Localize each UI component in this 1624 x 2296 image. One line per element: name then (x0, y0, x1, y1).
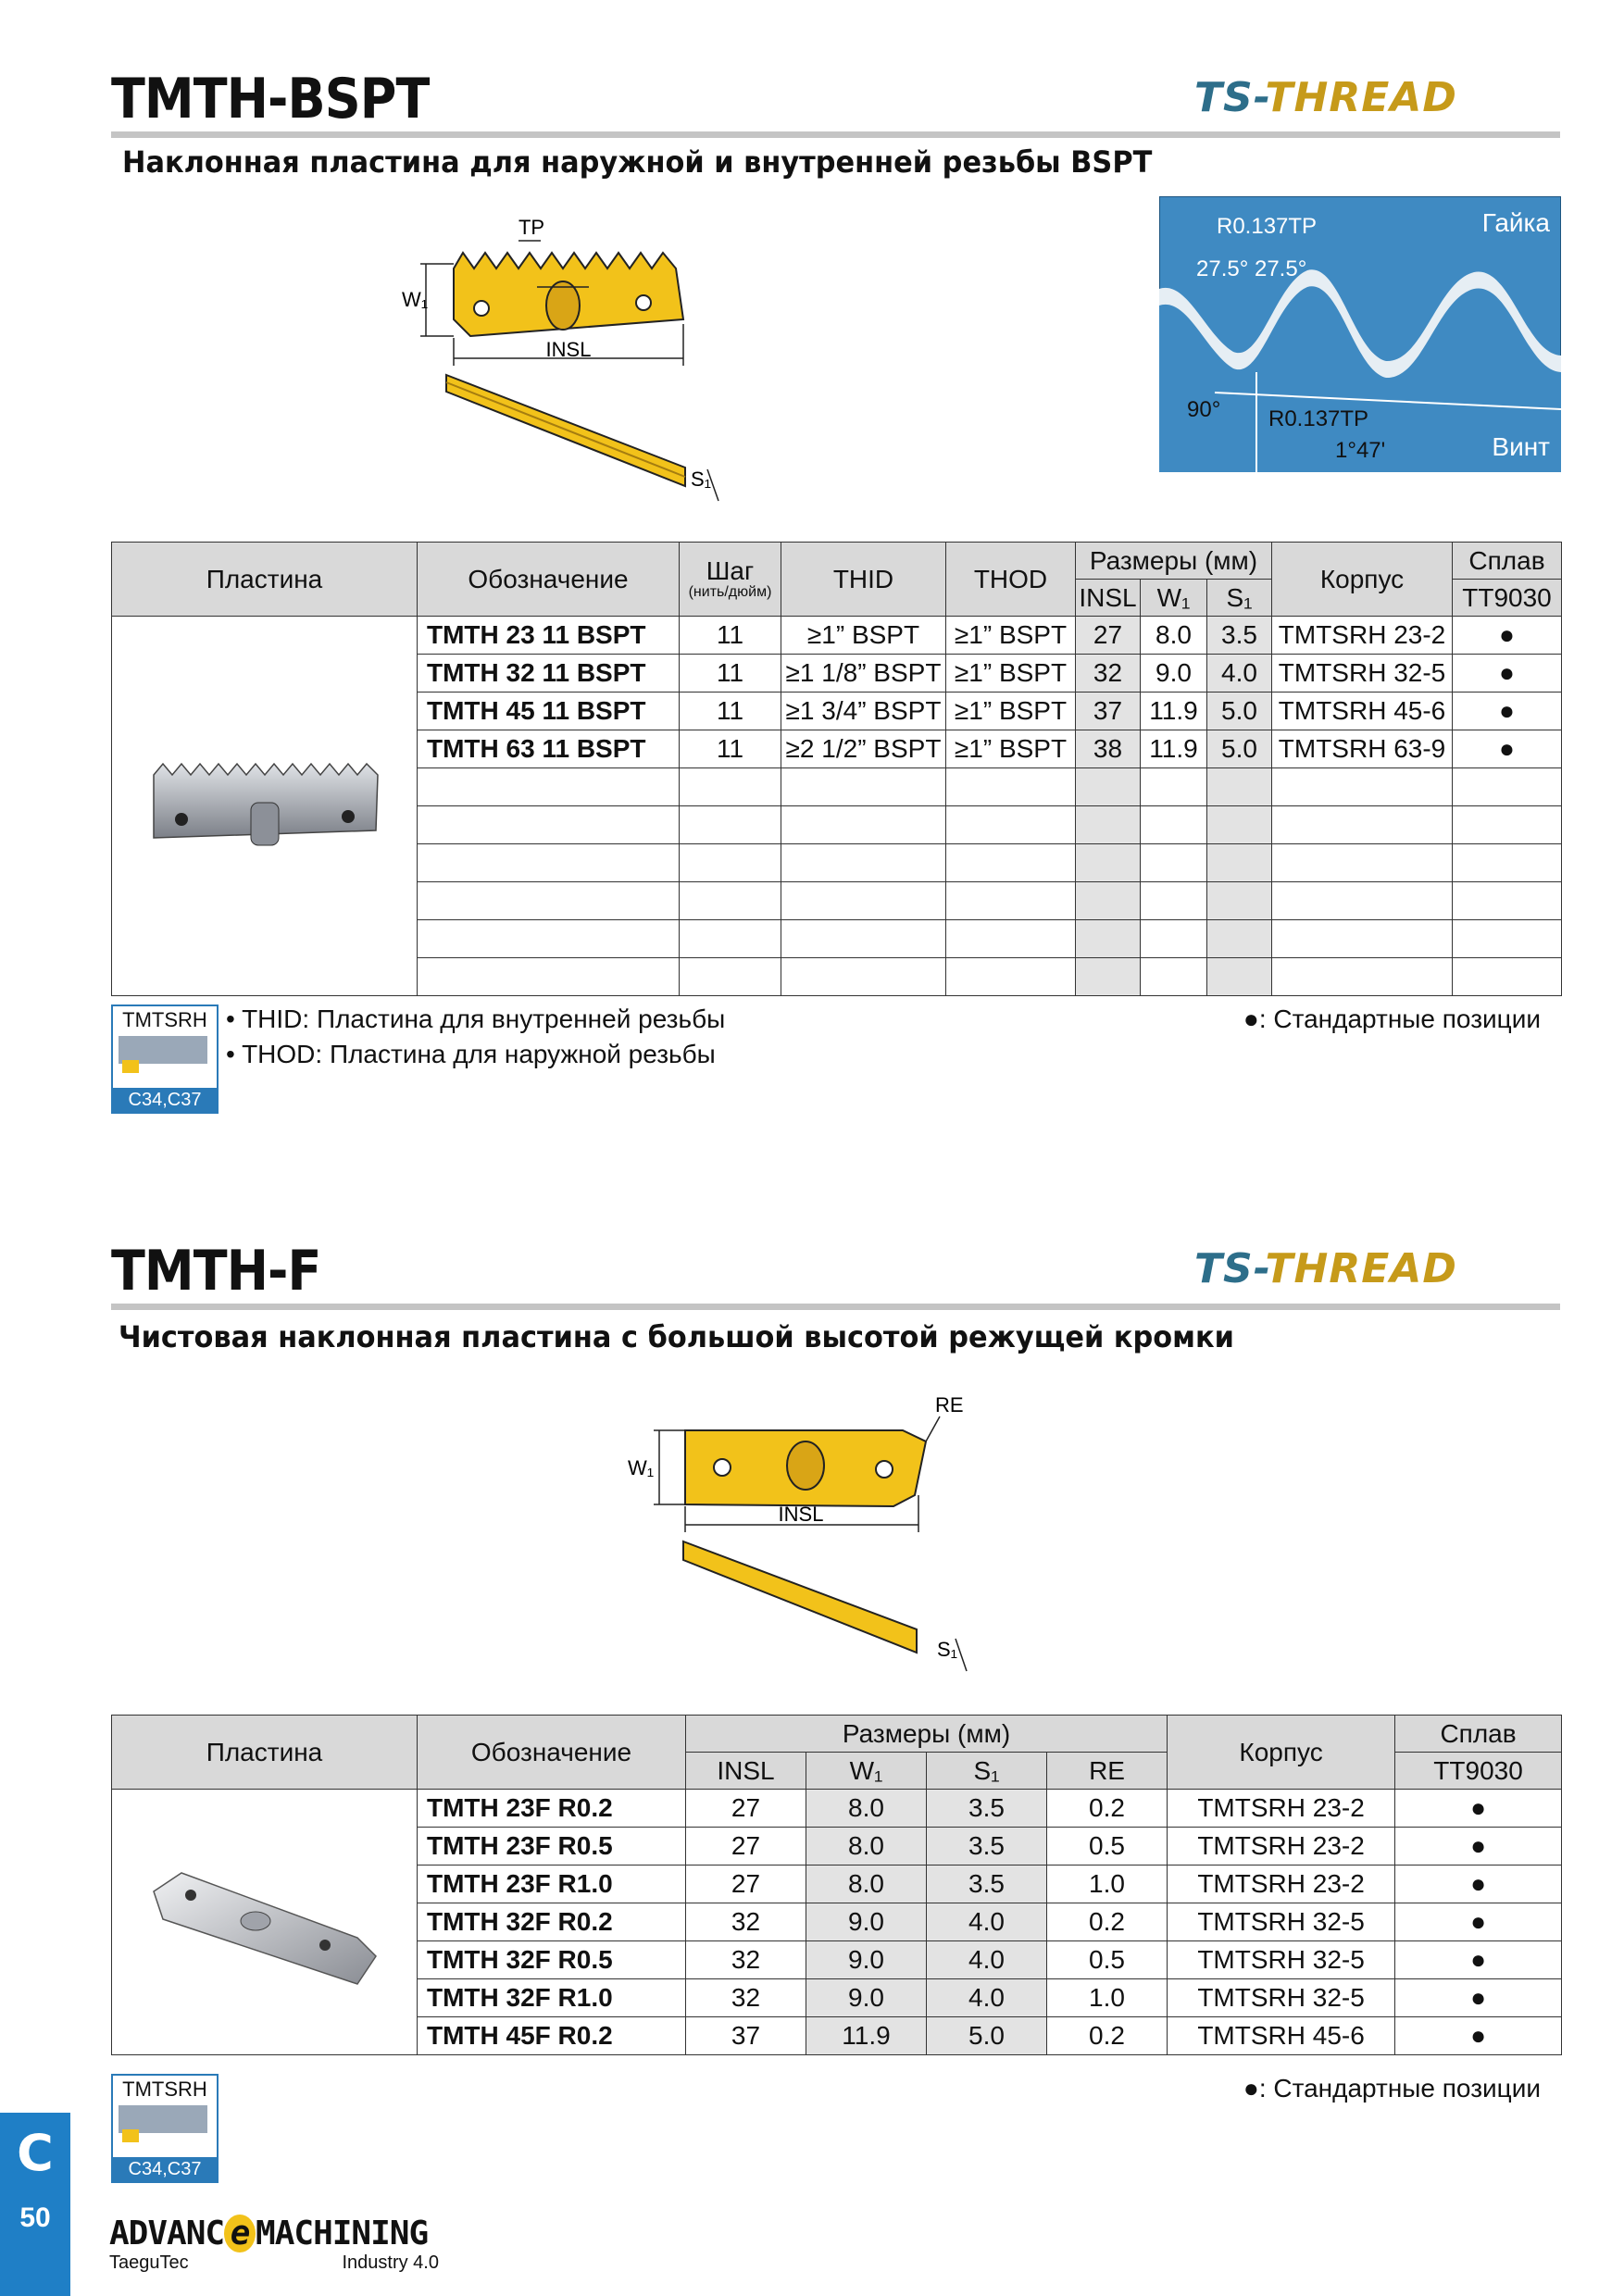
cell-thod: ≥1” BSPT (946, 693, 1076, 730)
f-spec-table (111, 1715, 1562, 2055)
cell-pitch: 11 (680, 655, 781, 693)
section2-subtitle: Чистовая наклонная пластина с большой высотой режущей кромки (119, 1319, 1234, 1354)
cell-w1: 11.9 (1141, 730, 1207, 768)
cell-insl: 37 (1076, 693, 1141, 730)
logo-ts: TS- (1194, 74, 1266, 121)
label-s1: S₁ (691, 468, 712, 491)
section-tab[interactable] (0, 2113, 70, 2296)
tmtsrh-label: TMTSRH (122, 1008, 207, 1031)
col-dims: Размеры (мм) (1076, 543, 1272, 580)
col-s1: S₁ (927, 1753, 1047, 1790)
cell-w1: 9.0 (806, 1941, 927, 1979)
col-s1: S₁ (1207, 580, 1272, 617)
cell-w1: 8.0 (1141, 617, 1207, 655)
cell-s1: 4.0 (1207, 655, 1272, 693)
cell-w1: 11.9 (806, 2017, 927, 2055)
cell-s1: 4.0 (927, 1979, 1047, 2017)
cell-w1: 9.0 (806, 1979, 927, 2017)
tmtsrh-label: TMTSRH (122, 2078, 207, 2101)
cell-insl: 37 (686, 2017, 806, 2055)
col-thid: THID (781, 543, 946, 617)
cell-pitch: 11 (680, 693, 781, 730)
cell-insl: 32 (1076, 655, 1141, 693)
cell-w1: 11.9 (1141, 693, 1207, 730)
cell-re: 0.2 (1047, 1903, 1168, 1941)
section2-title: TMTH-F (111, 1239, 321, 1304)
cell-thod: ≥1” BSPT (946, 730, 1076, 768)
cell-grade: ● (1453, 655, 1562, 693)
cell-thid: ≥2 1/2” BSPT (781, 730, 946, 768)
cell-thid: ≥1” BSPT (781, 617, 946, 655)
cell-body: TMTSRH 23-2 (1168, 1866, 1395, 1903)
tmtsrh-holder-badge[interactable] (111, 1004, 219, 1114)
cell-grade: ● (1395, 1903, 1562, 1941)
insert-drawing-bspt (389, 208, 741, 514)
cell-re: 0.5 (1047, 1828, 1168, 1866)
cell-w1: 8.0 (806, 1866, 927, 1903)
logo-thread: THREAD (1265, 74, 1457, 121)
label-radius-bottom: R0.137TP (1268, 406, 1369, 431)
cell-w1: 8.0 (806, 1828, 927, 1866)
logo-ts: TS- (1194, 1245, 1266, 1292)
thread-profile-diagram (1159, 196, 1561, 472)
col-dims: Размеры (мм) (686, 1716, 1168, 1753)
cell-insl: 38 (1076, 730, 1141, 768)
ts-thread-logo (1194, 74, 1457, 121)
col-w1: W₁ (1141, 580, 1207, 617)
table-row (112, 1790, 1562, 1828)
bspt-spec-table (111, 542, 1562, 996)
holder-icon (113, 2102, 213, 2153)
cell-body: TMTSRH 63-9 (1272, 730, 1453, 768)
insert-photo-bspt (112, 617, 418, 996)
col-grade-code: TT9030 (1395, 1753, 1562, 1790)
insert-top-view (685, 1430, 926, 1506)
cell-s1: 3.5 (927, 1790, 1047, 1828)
cell-grade: ● (1395, 1866, 1562, 1903)
cell-code: TMTH 32F R0.2 (418, 1903, 686, 1941)
cell-code: TMTH 23F R1.0 (418, 1866, 686, 1903)
label-radius-top: R0.137TP (1217, 214, 1318, 239)
logo-thread: THREAD (1265, 1245, 1457, 1292)
label-ninety: 90° (1187, 397, 1221, 422)
cell-s1: 4.0 (927, 1903, 1047, 1941)
section1-rule (111, 131, 1560, 138)
col-re: RE (1047, 1753, 1168, 1790)
table-row (112, 617, 1562, 655)
col-pitch (680, 543, 781, 617)
cell-s1: 3.5 (927, 1866, 1047, 1903)
cell-body: TMTSRH 45-6 (1168, 2017, 1395, 2055)
tagline: Industry 4.0 (342, 2252, 439, 2273)
insert-top-view (454, 253, 683, 336)
cell-s1: 5.0 (1207, 693, 1272, 730)
cell-code: TMTH 32 11 BSPT (418, 655, 680, 693)
insert-side-view (683, 1541, 917, 1653)
cell-w1: 9.0 (806, 1903, 927, 1941)
section1-title: TMTH-BSPT (111, 67, 430, 131)
cell-grade: ● (1453, 693, 1562, 730)
note-thod: • THOD: Пластина для наружной резьбы (226, 1040, 716, 1068)
cell-insl: 27 (686, 1828, 806, 1866)
cell-code: TMTH 23F R0.2 (418, 1790, 686, 1828)
standard-items-note: ●: Стандартные позиции (1243, 2074, 1541, 2103)
cell-w1: 8.0 (806, 1790, 927, 1828)
col-pitch-unit: (нить/дюйм) (688, 583, 772, 600)
col-grade: Сплав (1453, 543, 1562, 580)
col-designation: Обозначение (418, 1716, 686, 1790)
insert-photo-graphic (126, 729, 404, 877)
label-screw: Винт (1492, 432, 1550, 461)
cell-body: TMTSRH 23-2 (1168, 1828, 1395, 1866)
cell-grade: ● (1395, 1941, 1562, 1979)
label-angle: 27.5° 27.5° (1196, 256, 1307, 281)
cell-s1: 5.0 (927, 2017, 1047, 2055)
cell-thid: ≥1 3/4” BSPT (781, 693, 946, 730)
section2-rule (111, 1304, 1560, 1310)
cell-grade: ● (1395, 1828, 1562, 1866)
insert-side-view (446, 375, 685, 486)
cell-body: TMTSRH 23-2 (1168, 1790, 1395, 1828)
cell-code: TMTH 23F R0.5 (418, 1828, 686, 1866)
section-letter: C (17, 2124, 54, 2182)
col-body: Корпус (1168, 1716, 1395, 1790)
cell-s1: 3.5 (927, 1828, 1047, 1866)
cell-pitch: 11 (680, 617, 781, 655)
brand-e: e (224, 2215, 256, 2252)
cell-insl: 32 (686, 1979, 806, 2017)
col-insl: INSL (1076, 580, 1141, 617)
cell-insl: 27 (686, 1790, 806, 1828)
cell-thod: ≥1” BSPT (946, 617, 1076, 655)
cell-grade: ● (1395, 2017, 1562, 2055)
col-insert: Пластина (112, 1716, 418, 1790)
label-insl: INSL (778, 1503, 824, 1526)
cell-thod: ≥1” BSPT (946, 655, 1076, 693)
cell-body: TMTSRH 45-6 (1272, 693, 1453, 730)
col-grade: Сплав (1395, 1716, 1562, 1753)
cell-w1: 9.0 (1141, 655, 1207, 693)
cell-code: TMTH 63 11 BSPT (418, 730, 680, 768)
cell-insl: 27 (686, 1866, 806, 1903)
tmtsrh-pages: C34,C37 (113, 1088, 217, 1112)
cell-s1: 3.5 (1207, 617, 1272, 655)
company-name: TaeguTec (109, 2252, 189, 2273)
label-insl: INSL (545, 338, 592, 361)
cell-code: TMTH 32F R0.5 (418, 1941, 686, 1979)
brand-left: ADVANC (109, 2215, 225, 2252)
cell-grade: ● (1453, 730, 1562, 768)
cell-code: TMTH 32F R1.0 (418, 1979, 686, 2017)
cell-thid: ≥1 1/8” BSPT (781, 655, 946, 693)
label-w1: W₁ (628, 1456, 655, 1479)
col-grade-code: TT9030 (1453, 580, 1562, 617)
cell-body: TMTSRH 32-5 (1272, 655, 1453, 693)
insert-drawing-f (620, 1393, 1037, 1699)
cell-re: 0.5 (1047, 1941, 1168, 1979)
cell-code: TMTH 45 11 BSPT (418, 693, 680, 730)
cell-grade: ● (1453, 617, 1562, 655)
brand-right: MACHINING (256, 2215, 429, 2252)
cell-grade: ● (1395, 1790, 1562, 1828)
label-w1: W₁ (402, 288, 429, 311)
col-insl: INSL (686, 1753, 806, 1790)
cell-insl: 27 (1076, 617, 1141, 655)
cell-code: TMTH 45F R0.2 (418, 2017, 686, 2055)
note-thid: • THID: Пластина для внутренней резьбы (226, 1004, 726, 1033)
col-w1: W₁ (806, 1753, 927, 1790)
tmtsrh-holder-badge[interactable] (111, 2074, 219, 2183)
cell-re: 1.0 (1047, 1979, 1168, 2017)
cell-insl: 32 (686, 1941, 806, 1979)
holder-icon (113, 1032, 213, 1084)
cell-s1: 4.0 (927, 1941, 1047, 1979)
cell-re: 0.2 (1047, 1790, 1168, 1828)
cell-code: TMTH 23 11 BSPT (418, 617, 680, 655)
col-insert: Пластина (112, 543, 418, 617)
cell-re: 0.2 (1047, 2017, 1168, 2055)
cell-body: TMTSRH 23-2 (1272, 617, 1453, 655)
insert-photo-graphic (126, 1836, 404, 2003)
col-thod: THOD (946, 543, 1076, 617)
cell-body: TMTSRH 32-5 (1168, 1941, 1395, 1979)
advance-machining-logo (109, 2215, 443, 2274)
insert-photo-f (112, 1790, 418, 2055)
cell-body: TMTSRH 32-5 (1168, 1903, 1395, 1941)
label-taper: 1°47' (1335, 438, 1386, 463)
cell-insl: 32 (686, 1903, 806, 1941)
label-re: RE (935, 1393, 964, 1416)
label-s1: S₁ (937, 1638, 958, 1661)
cell-re: 1.0 (1047, 1866, 1168, 1903)
cell-pitch: 11 (680, 730, 781, 768)
col-pitch-label: Шаг (706, 556, 755, 586)
ts-thread-logo (1194, 1245, 1457, 1292)
standard-items-note: ●: Стандартные позиции (1243, 1004, 1541, 1033)
col-designation: Обозначение (418, 543, 680, 617)
cell-grade: ● (1395, 1979, 1562, 2017)
label-nut: Гайка (1481, 208, 1550, 237)
col-body: Корпус (1272, 543, 1453, 617)
label-tp: TP (518, 216, 545, 239)
cell-body: TMTSRH 32-5 (1168, 1979, 1395, 2017)
cell-s1: 5.0 (1207, 730, 1272, 768)
tmtsrh-pages: C34,C37 (113, 2157, 217, 2181)
section1-subtitle: Наклонная пластина для наружной и внутренней резьбы BSPT (122, 144, 1153, 180)
page-number: 50 (19, 2202, 51, 2233)
